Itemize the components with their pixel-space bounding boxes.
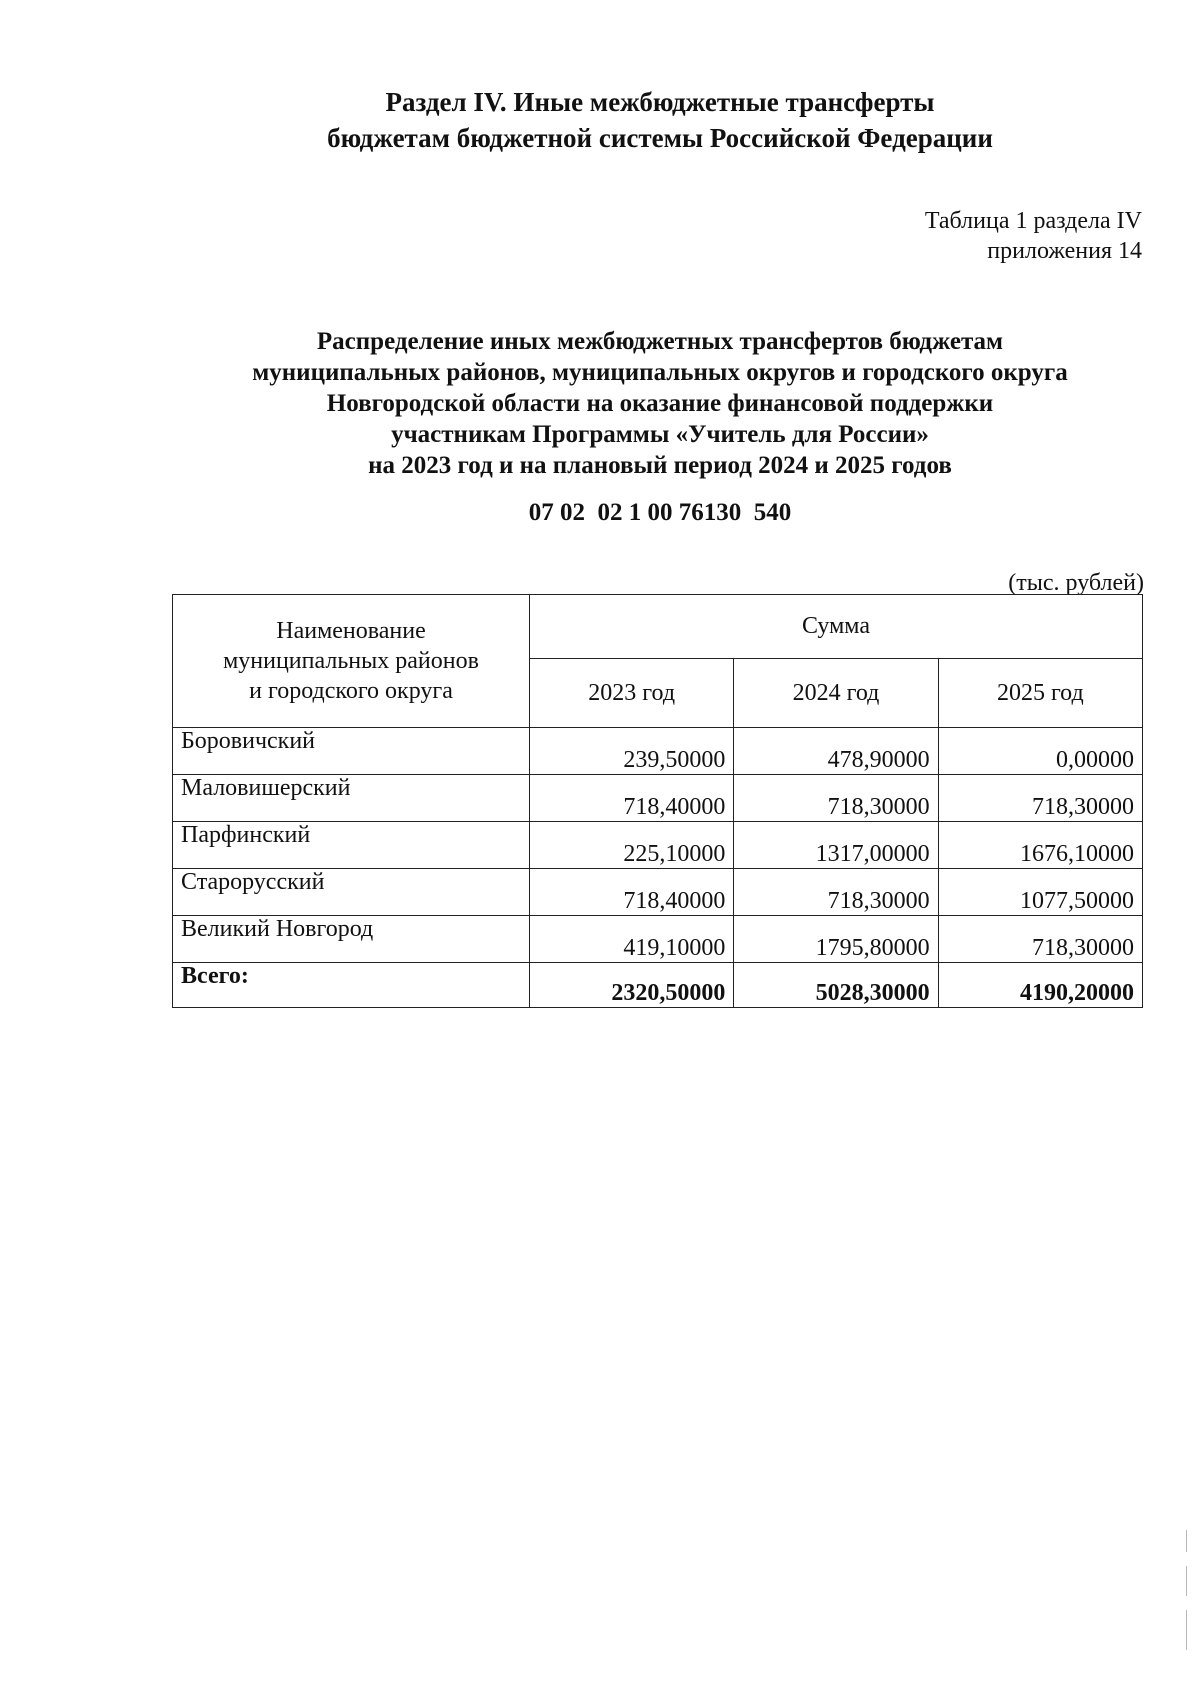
table-reference-line-2: приложения 14 [987,238,1142,264]
transfers-table [172,594,1143,1008]
amount-2025: 0,00000 [938,728,1142,775]
header-name-line-1: Наименование [276,618,426,644]
document-title-line-2: муниципальных районов, муниципальных округов и городского округа [252,359,1068,386]
amount-2024: 478,90000 [734,728,938,775]
table-row [173,822,1143,869]
amount-2025: 1676,10000 [938,822,1142,869]
municipality-name: Боровичский [173,728,530,775]
table-header-row [173,595,1143,659]
table-row [173,728,1143,775]
budget-classification-code: 07 02 02 1 00 76130 540 [528,499,792,526]
scan-margin-mark [1186,1530,1187,1552]
amount-2025: 1077,50000 [938,869,1142,916]
municipality-name: Парфинский [173,822,530,869]
section-title [0,84,1200,156]
document-title-line-5: на 2023 год и на плановый период 2024 и 2025 годов [368,452,952,479]
document-title-line-3: Новгородской области на оказание финансовой поддержки [326,390,994,417]
document-title-line-1: Распределение иных межбюджетных трансфертов бюджетам [316,328,1004,355]
amount-2024: 718,30000 [734,869,938,916]
municipality-name: Старорусский [173,869,530,916]
scan-margin-mark [1186,1566,1187,1596]
amount-2025: 718,30000 [938,916,1142,963]
header-sum: Сумма [530,595,1143,659]
header-name-line-2: муниципальных районов [223,648,479,674]
table-row [173,775,1143,822]
amount-2024: 718,30000 [734,775,938,822]
header-year-2024: 2024 год [734,659,938,728]
table-total-row [173,963,1143,1008]
header-year-2023: 2023 год [530,659,734,728]
header-name-line-3: и городского округа [249,678,453,704]
section-title-line-2: бюджетам бюджетной системы Российской Федерации [327,123,993,153]
amount-2023: 419,10000 [530,916,734,963]
document-title-line-4: участникам Программы «Учитель для России» [391,421,929,448]
total-label: Всего: [173,963,530,1008]
document-title [0,326,1200,481]
table-reference-line-1: Таблица 1 раздела IV [924,208,1142,234]
amount-2024: 1795,80000 [734,916,938,963]
header-year-2025: 2025 год [938,659,1142,728]
amount-2025: 718,30000 [938,775,1142,822]
total-2025: 4190,20000 [938,963,1142,1008]
municipality-name: Маловишерский [173,775,530,822]
header-municipality-name [173,595,530,728]
amount-2023: 225,10000 [530,822,734,869]
amount-2023: 239,50000 [530,728,734,775]
municipality-name: Великий Новгород [173,916,530,963]
scan-margin-mark [1186,1610,1187,1650]
table-row [173,916,1143,963]
amount-2024: 1317,00000 [734,822,938,869]
table-reference [925,206,1142,266]
table-row [173,869,1143,916]
amount-2023: 718,40000 [530,869,734,916]
units-label: (тыс. рублей) [1008,570,1144,596]
section-title-line-1: Раздел IV. Иные межбюджетные трансферты [385,87,935,117]
total-2023: 2320,50000 [530,963,734,1008]
total-2024: 5028,30000 [734,963,938,1008]
amount-2023: 718,40000 [530,775,734,822]
